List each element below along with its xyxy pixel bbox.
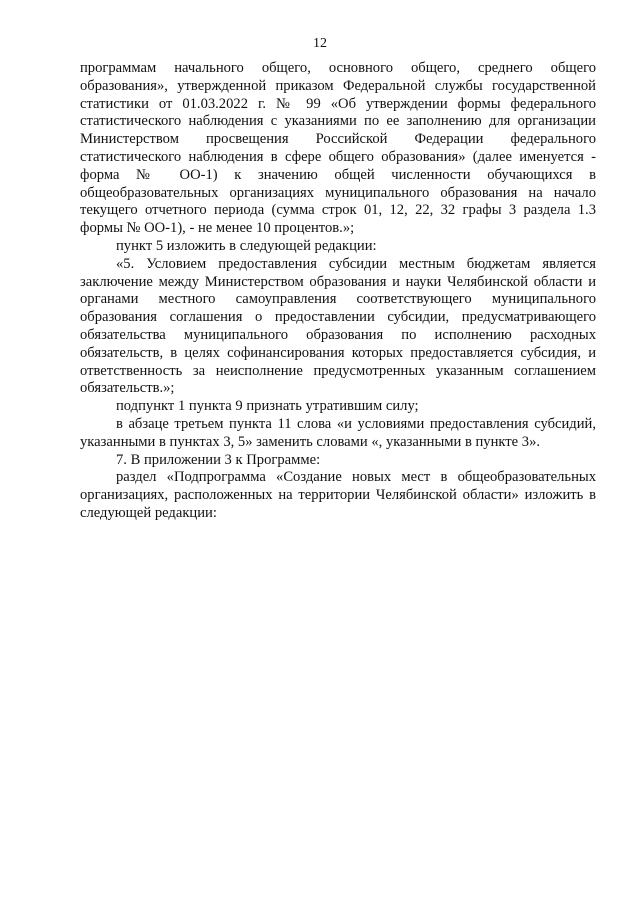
paragraph-item-11: в абзаце третьем пункта 11 слова «и условиями предоставления субсидий, указанными в пунктах 3, 5» заменить словами «, указанными в пункте 3». <box>80 415 596 450</box>
paragraph-continuation: программам начального общего, основного общего, среднего общего образования», утвержденной приказом Федеральной службы государственной статистики от 01.03.2022 г. № 99 «Об утверждении формы федерального статистического наблюдения с указаниями по ее заполнению для организации Министерством просвещения Российской Федерации федерального статистического наблюдения в сфере общего образования» (далее именуется - форма № ОО-1) к значению общей численности обучающихся в общеобразовательных организациях муниципального образования на начало текущего отчетного периода (сумма строк 01, 12, 22, 32 графы 3 раздела 1.3 формы № ОО-1), - не менее 10 процентов.»; <box>80 60 596 237</box>
paragraph-item-5-intro: пункт 5 изложить в следующей редакции: <box>116 237 377 254</box>
paragraph-section-7: 7. В приложении 3 к Программе: <box>116 451 321 468</box>
paragraph-subprogram-section: раздел «Подпрограмма «Создание новых мест в общеобразовательных организациях, расположенных на территории Челябинской области» изложить в следующей редакции: <box>80 469 596 521</box>
paragraph-subitem-9: подпункт 1 пункта 9 признать утратившим силу; <box>116 398 419 415</box>
document-body <box>80 60 596 523</box>
page-number: 12 <box>313 36 327 51</box>
paragraph-item-5-text: «5. Условием предоставления субсидии местным бюджетам является заключение между Министерством образования и науки Челябинской области и органами местного самоуправления соответствующего муниципального образования соглашения о предоставлении субсидии, предусматривающего обязательства муниципального образования по исполнению расходных обязательств, в целях софинансирования которых предоставляется субсидия, и ответственность за неисполнение предусмотренных указанным соглашением обязательств.»; <box>80 255 596 397</box>
